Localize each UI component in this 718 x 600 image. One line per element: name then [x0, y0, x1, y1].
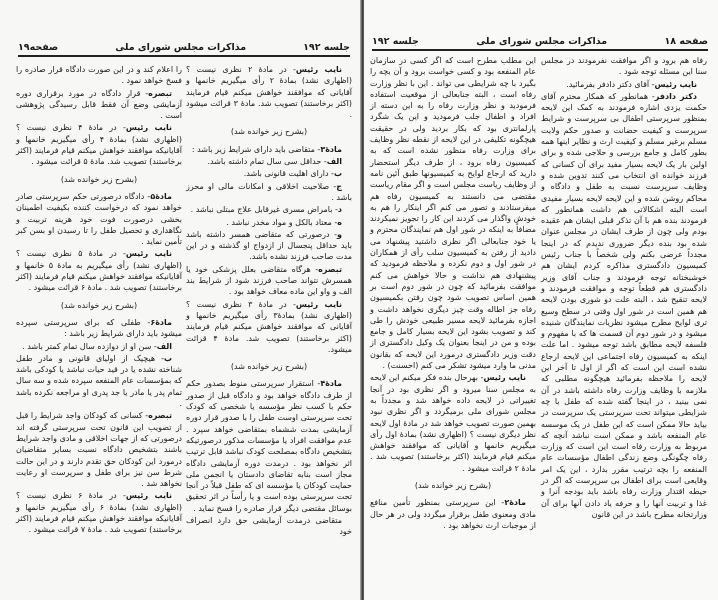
paragraph-text: - در مادهٔ ۵ نظری نیست ؟ (اظهاری نشد) رأی میگیریم به مادهٔ ۵ خانمها و آقایانیکه موافقند خواهش میکنم قیام فرمایند (اکثر برخاستند) تصویب شد . مادهٔ ۶ قرائت میشود . [16, 249, 182, 293]
paragraph-text: - در مادهٔ ۴ نظری نیست ؟ (اظهاری نشد) بمادهٔ ۴ رأی میگیریم خانمها و آقایانیکه موافقند خواهش میکنم قیام فرمایند (اکثر برخاستند) تصویب شد. مادهٔ ۵ قرائت میشود . [16, 123, 182, 167]
paragraph-text: - هیچیک از اولیای قانونی و مادر طفل شناخته نشده یا در قید حیات نباشد یا کودکی باشد که بمؤسسات عام المنفعه سپرده شده و سه سال تمام پدر یا مادر یا جد پدری او مراجعه نکرده باشد . [16, 353, 182, 409]
page-header [18, 42, 350, 57]
paragraph [16, 353, 182, 409]
paragraph [186, 181, 352, 204]
paragraph [16, 490, 182, 535]
reading-note: (بشرح زیر خوانده شد) [230, 127, 308, 137]
paragraph [186, 229, 352, 263]
publication-title: مذاکرات مجلس شورای ملی [476, 36, 608, 47]
speaker-or-article-label: نایب رئیس [483, 373, 526, 383]
paragraph-text: - بامراض مسری غیرقابل علاج مبتلی نباشد . [190, 205, 338, 215]
paragraph [16, 64, 182, 87]
paragraph-text: - معتاد بالکل و مواد مخدر نباشد . [226, 217, 338, 227]
text-column-left [16, 64, 182, 537]
paragraph-text: - دارای اهلیت قانونی باشد. [243, 169, 334, 179]
paragraph [186, 217, 352, 228]
paragraph-text: - در مادهٔ ۳ نظری نیست ؟ (اظهاری نشد) بمادهٔ۳ رأی میگیریم خانمها و آقایانی که موافقند خواهش میکنم قیام فرمایند (اکثر برخاستند) تصویب شد. مادهٔ ۴ قرائت میشود. [186, 299, 352, 354]
speaker-or-article-label: مادهٔ۵ [150, 191, 172, 201]
paragraph [541, 91, 707, 520]
speaker-or-article-label: مادهٔ۲ [504, 498, 526, 508]
speaker-or-article-label: ج [336, 181, 342, 191]
paragraph [186, 299, 352, 355]
speaker-or-article-label: نایب رئیس [295, 299, 343, 309]
speaker-or-article-label: مادهٔ۳ [320, 144, 342, 154]
speaker-or-article-label: نایب رئیس [125, 123, 173, 133]
paragraph-text: - هرگاه متقاضی بعلل پزشکی خود یا همسرش نتواند صاحب فرزند شود از شرایط بند الف و واو این ماده معاف خواهد بود . [186, 264, 352, 297]
speaker-or-article-label: ب [333, 169, 342, 179]
paragraph-text: - درصورتی که متقاضی همسر داشته باشد باید حداقل پنجسال از ازدواج او گذشته و در این مدت صاحب فرزند نشده باشد. [186, 229, 352, 262]
speaker-or-article-label: ه [337, 217, 342, 227]
paragraph [16, 191, 182, 247]
paragraph-text: - این سرپرستی بمنظور تأمین منافع مادی ومعنوی طفل برقرار میگردد ولی در هر حال از موجبات ارث نخواهد بود . [370, 498, 536, 530]
paragraph [186, 156, 352, 167]
speaker-or-article-label: نایب رئیس [125, 249, 173, 259]
paragraph-text: - سن او از دوازده سال تمام کمتر باشد . [22, 341, 157, 351]
page-header [372, 36, 708, 51]
paragraph [541, 55, 707, 78]
paragraph [186, 204, 352, 215]
paragraph-text: را اعلام کند و در این صورت دادگاه قرار صادره را فسخ خواهد نمود . [16, 65, 182, 86]
speaker-or-article-label: تبصره [148, 88, 172, 98]
paragraph [16, 122, 182, 167]
paragraph-text: - بهرحال بنده فکر میکنم این لایحه به مجلس سنا میرود و اگر نظری بود در آنجا تغییراتی در لایحه داده خواهد شد و مجدداً به مجلس شورای ملی برمیگردد و اگر نظری نبود بهمین صورت تصویب خواهد شد در مادهٔ اول لایحه نظر دیگری نیست ؟ (اظهاری نشد) بمادهٔ اول رأی میگیریم خانمها و آقایانی که موافقند خواهش میکنم قیام فرمایند (اکثر برخاستند) تصویب شد . مادهٔ ۲ قرائت میشود . [370, 373, 536, 473]
paragraph [186, 64, 352, 120]
paragraph [370, 372, 536, 474]
speaker-or-article-label: تبصره [318, 264, 342, 274]
paragraph [16, 341, 182, 352]
paragraph-text: - آقای دکتر دادفر بفرمائید. [566, 79, 655, 89]
text-column-right [186, 64, 352, 539]
paragraph [541, 79, 707, 90]
paragraph-text: - دادگاه درصورتی حکم سرپرستی صادر خواهد نمود که درخواست کننده بکیفیت اطمینان بخشی درصورت فوت خود هزینه تربیت و نگاهداری و تحصیل طفل را تا رسیدن او بسن کبر تأمین نماید . [16, 191, 182, 247]
paragraph-text: - استقرار سرپرستی منوط بصدور حکم از طرف دادگاه خواهد بود و دادگاه قبل از صدور حکم با کسب نظر مؤسسه یا شخصی که کودک تحت سرپرستی اوست طفل را با صدور قرار دوره آزمایشی بمدت ششماه بمتقاضی خواهد سپرد . عدم موافقت افراد یا مؤسسات مذکور درصورتیکه بتشخیص دادگاه بمصلحت کودک نباشد قابل ترتیب اثر نخواهد بود . درمدت دوره آزمایشی دادگاه مجاز است بنابه تقاضای دادستان یا انجمن ملی حمایت کودکان یا مؤسسه ای که طفل قبلاً در آنجا تحت سرپرستی بوده است و یا رأساً در اثر تحقیق بوسائل مقتضی دیگر قرار صادره را فسخ نماید . [186, 379, 352, 513]
paragraph [186, 264, 352, 298]
paragraph [186, 378, 352, 514]
paragraph-text: - حداقل سی سال تمام داشته باشد. [207, 157, 327, 167]
speaker-or-article-label: الف [326, 157, 342, 167]
speaker-or-article-label: دکتر دادفر [654, 91, 697, 101]
reading-note: (بشرح زیر خوانده شد) [230, 362, 308, 372]
page-number: صفحه۱۹ [18, 42, 59, 53]
speaker-or-article-label: نایب رئیس [654, 79, 697, 89]
publication-title: مذاکرات مجلس شورای ملی [115, 42, 247, 53]
session-number: جلسه ۱۹۲ [303, 42, 350, 53]
paragraph-text: - صلاحیت اخلاقی و امکانات مالی او محرز باشد . [186, 181, 352, 202]
page-number: صفحه ۱۸ [664, 36, 708, 47]
speaker-or-article-label: الف [156, 341, 172, 351]
paragraph [16, 317, 182, 340]
reading-note: (بشرح زیر خوانده شد) [60, 300, 138, 310]
speaker-or-article-label: تبصره [148, 411, 172, 421]
speaker-or-article-label: نایب رئیس [125, 491, 173, 501]
paragraph-text: - همانطور که همکار محترم آقای حکمت یزدی اشاره فرمودند به کمک این لایحه بمنظور سرپرستی اطفال بی سرپرست و شرایط سرپرست و کیفیت حضانت و صدور حکم ولایت مسلم برغیر مسلم و کیفیت ارث و نظایر اینها همه بطور کامل و جامع بررسی و حلاجی شده و برای اولین بار یک لایحه بسیار مفید برای آن کسانی که فرزند خوانده ای انتخاب می کنند تدوین شده و وظایف سرپرست نسبت به طفل و دادگاه و محاکم روشن شده و این لایحه لایحه بسیار مفیدی است البته اشکالاتی هم داشت همانطور که فرمودند بنده هم با آن تذکر قبلی ایشان هم عقیده بودم ولی چون از طرف ایشان در مجلس عنوان شده بود بنده دیگر ضروری ندیدم که در اینجا مجدداً عرضی بکنم ولی شخصاً با جناب رئیس کمیسیون دادگستری مذاکره کردم ایشان هم خوشبختانه توجه فرمودند و جناب آقای وزیر دادگستری هم قطعاً توجه و موافقت فرمودند و لایحه تنقیح شد ، البته علت دو شوری بودن لایحه هم همین است در شور اول وقتی در سطح وسیع تری لوایح مطرح میشود نظریات نمایندگان شنیده میشود و در شور دوم آن قسمت ها که با مفهوم و فلسفه لایحه مطابق باشد توجه میشود . اما علت اینکه به کمیسیون رفاه اجتماعی این لایحه ارجاع نشده است این است که اگر از اول تا آخر این لایحه را ملاحظه بفرمائید هیچگونه مطلبی که ملازمه با وظایف وزارت رفاه داشته باشد در آن نمی بینید ، در اینجا گفته شده که طفل با چه شرایطی میتواند تحت سرپرستی یک سرپرست در بیاید حالا ممکن است که این طفل در یک موسسه عام المنفعه باشد و ممکن است نباشد آنچه که مربوط به وزارت رفاه است این است که وزارت رفاه چگونگی وضع زندگی اطفال مؤسسات عام المنفعه را بچه ترتیب مقرر بدارد ، این یک امر وقایعی است برای اطفال بی سرپرست که اگر در حیطه اقتدار وزارت رفاه باشد باید بودجه آنرا و غذا و تربیت آنها را و حرفه یاد دادن آنها برای آن وزارتخانه مطرح باشد در این قانون [541, 91, 707, 519]
speaker-or-article-label: مادهٔ۴ [320, 379, 342, 389]
session-number: جلسه ۱۹۲ [372, 36, 419, 47]
page-right [364, 0, 718, 600]
speaker-or-article-label: و [337, 229, 342, 239]
paragraph [370, 55, 536, 371]
text-column-left [370, 55, 536, 532]
paragraph-text: - قرار دادگاه در مورد برقراری دوره آزمایشی وضع آن فقط قابل رسیدگی پژوهشی است . [16, 88, 182, 121]
speaker-or-article-label: ب [163, 353, 172, 363]
paragraph [16, 410, 182, 489]
speaker-or-article-label: د [337, 205, 342, 215]
text-column-right [541, 55, 707, 521]
reading-note: (بشرح زیر خوانده شد) [60, 174, 138, 184]
reading-note: (بشرح زیر خوانده شد) [414, 480, 492, 490]
paragraph-text: - در مادهٔ ۶ نظری نیست ؟ (اظهاری نشد) بمادهٔ ۶ رأی میگیریم خانمها و آقایانیکه موافقند خواهش میکنم قیام فرمایند (اکثر برخاستند) تصویب شد . مادهٔ ۷ قرائت میشود . [16, 491, 182, 535]
paragraph-text: - در مادهٔ ۲ نظری نیست ؟ (اظهاری نشد) بمادهٔ ۲ رأی میگیریم خانمها و آقایانی که موافقند خواهش میکنم قیام فرمایند (اکثر برخاستند) تصویب شد. مادهٔ ۳ قرائت میشود . [186, 65, 352, 120]
paragraph-text: رفاه هم برود و اگر موافقت نفرمودند در مجلس سنا این مسئله توجه شود . [541, 56, 707, 77]
paragraph [16, 248, 182, 293]
paragraph [16, 88, 182, 122]
speaker-or-article-label: نایب رئیس [295, 65, 343, 74]
speaker-or-article-label: مادهٔ۶ [150, 317, 172, 327]
paragraph-text: - کسانی که کودکان واجد شرایط را قبل از تصویب این قانون تحت سرپرستی گرفته اند درصورتی که از جهات اخلاقی و مادی واجد شرایط باشند بتشخیص دادگاه نسبت بسایر متقاضیان درمورد این کودکان حق تقدم دارند و در این حالت شرط سن نیز برای طفل و سرپرست او رعایت نخواهد شد . [16, 411, 182, 489]
paragraph [186, 144, 352, 155]
paragraph-text: - متقاضی باید دارای شرایط زیر باشد : [191, 144, 321, 154]
paragraph-text: متقاضی درمدت آزمایشی حق دارد انصراف خود [186, 515, 352, 537]
paragraph-text: - طفلی که برای سرپرستی سپرده میشود باید دارای شرایط زیر باشد : [16, 317, 182, 339]
paragraph [186, 515, 352, 538]
paragraph [186, 168, 352, 179]
paragraph-text: این مطلب مطرح است که اگر کسی در سازمان عام المنفعه بود و کسی خواست برود و آن بچه را بگیرد با چه شرایطی می تواند . این با نظر وزارت رفاه است ، البته جنابعالی از موقعیت استفاده فرمودید و نظر وزارت رفاه را به این دسته از افراد و اطفال جلب فرمودید و این یک شگرد پارلمانتری بود که بکار بردید ولی در حقیقت هیچگونه تکلیفی در این لایحه از نقطه نظر وظایف برای وزارت رفاه منظور نشده است که به کمیسیون رفاه برود ، از طرف دیگر استحضار دارید که ارجاع لوایح به کمیسیونها طبق آئین نامه از وظایف ریاست مجلس است و اگر مقام ریاست مقتضی می دانستند به کمیسیون رفاه هم میفرستادند و تصور می کنم اگر اینکار را هم به خودش واگذار می کردند این کار را تجویز نمیکردند مضافاً به اینکه در شور اول هم نمایندگان محترم و یا خود جنابعالی اگر نظری داشتید پیشنهاد می دادید از رفتن به کمیسیون سلب رأی از همکاران در شور اول و دوم نکرده و ملاحظه فرمودید که پیشنهادی هم نداشت و حالا خواهش می کنم موافقت بفرمائید که چون در شور دوم است بر همین اساس تصویب شود چون رفتن بکمیسیون رفاه جز اطاله وقت چیز دیگری نخواهد داشت و اجازه بفرمائید لایحه مسیر طبیعی خودش را طی کند و تصویب بشود این لایحه بسیار کامل و جامع بوده و من در اینجا بعنوان یک وکیل دادگستری از دقت وزیر دادگستری درمورد این لایحه که بقانون مدنی ما وارد میشود تشکر می کنم (احسنت) . [370, 56, 536, 371]
paragraph [370, 497, 536, 531]
